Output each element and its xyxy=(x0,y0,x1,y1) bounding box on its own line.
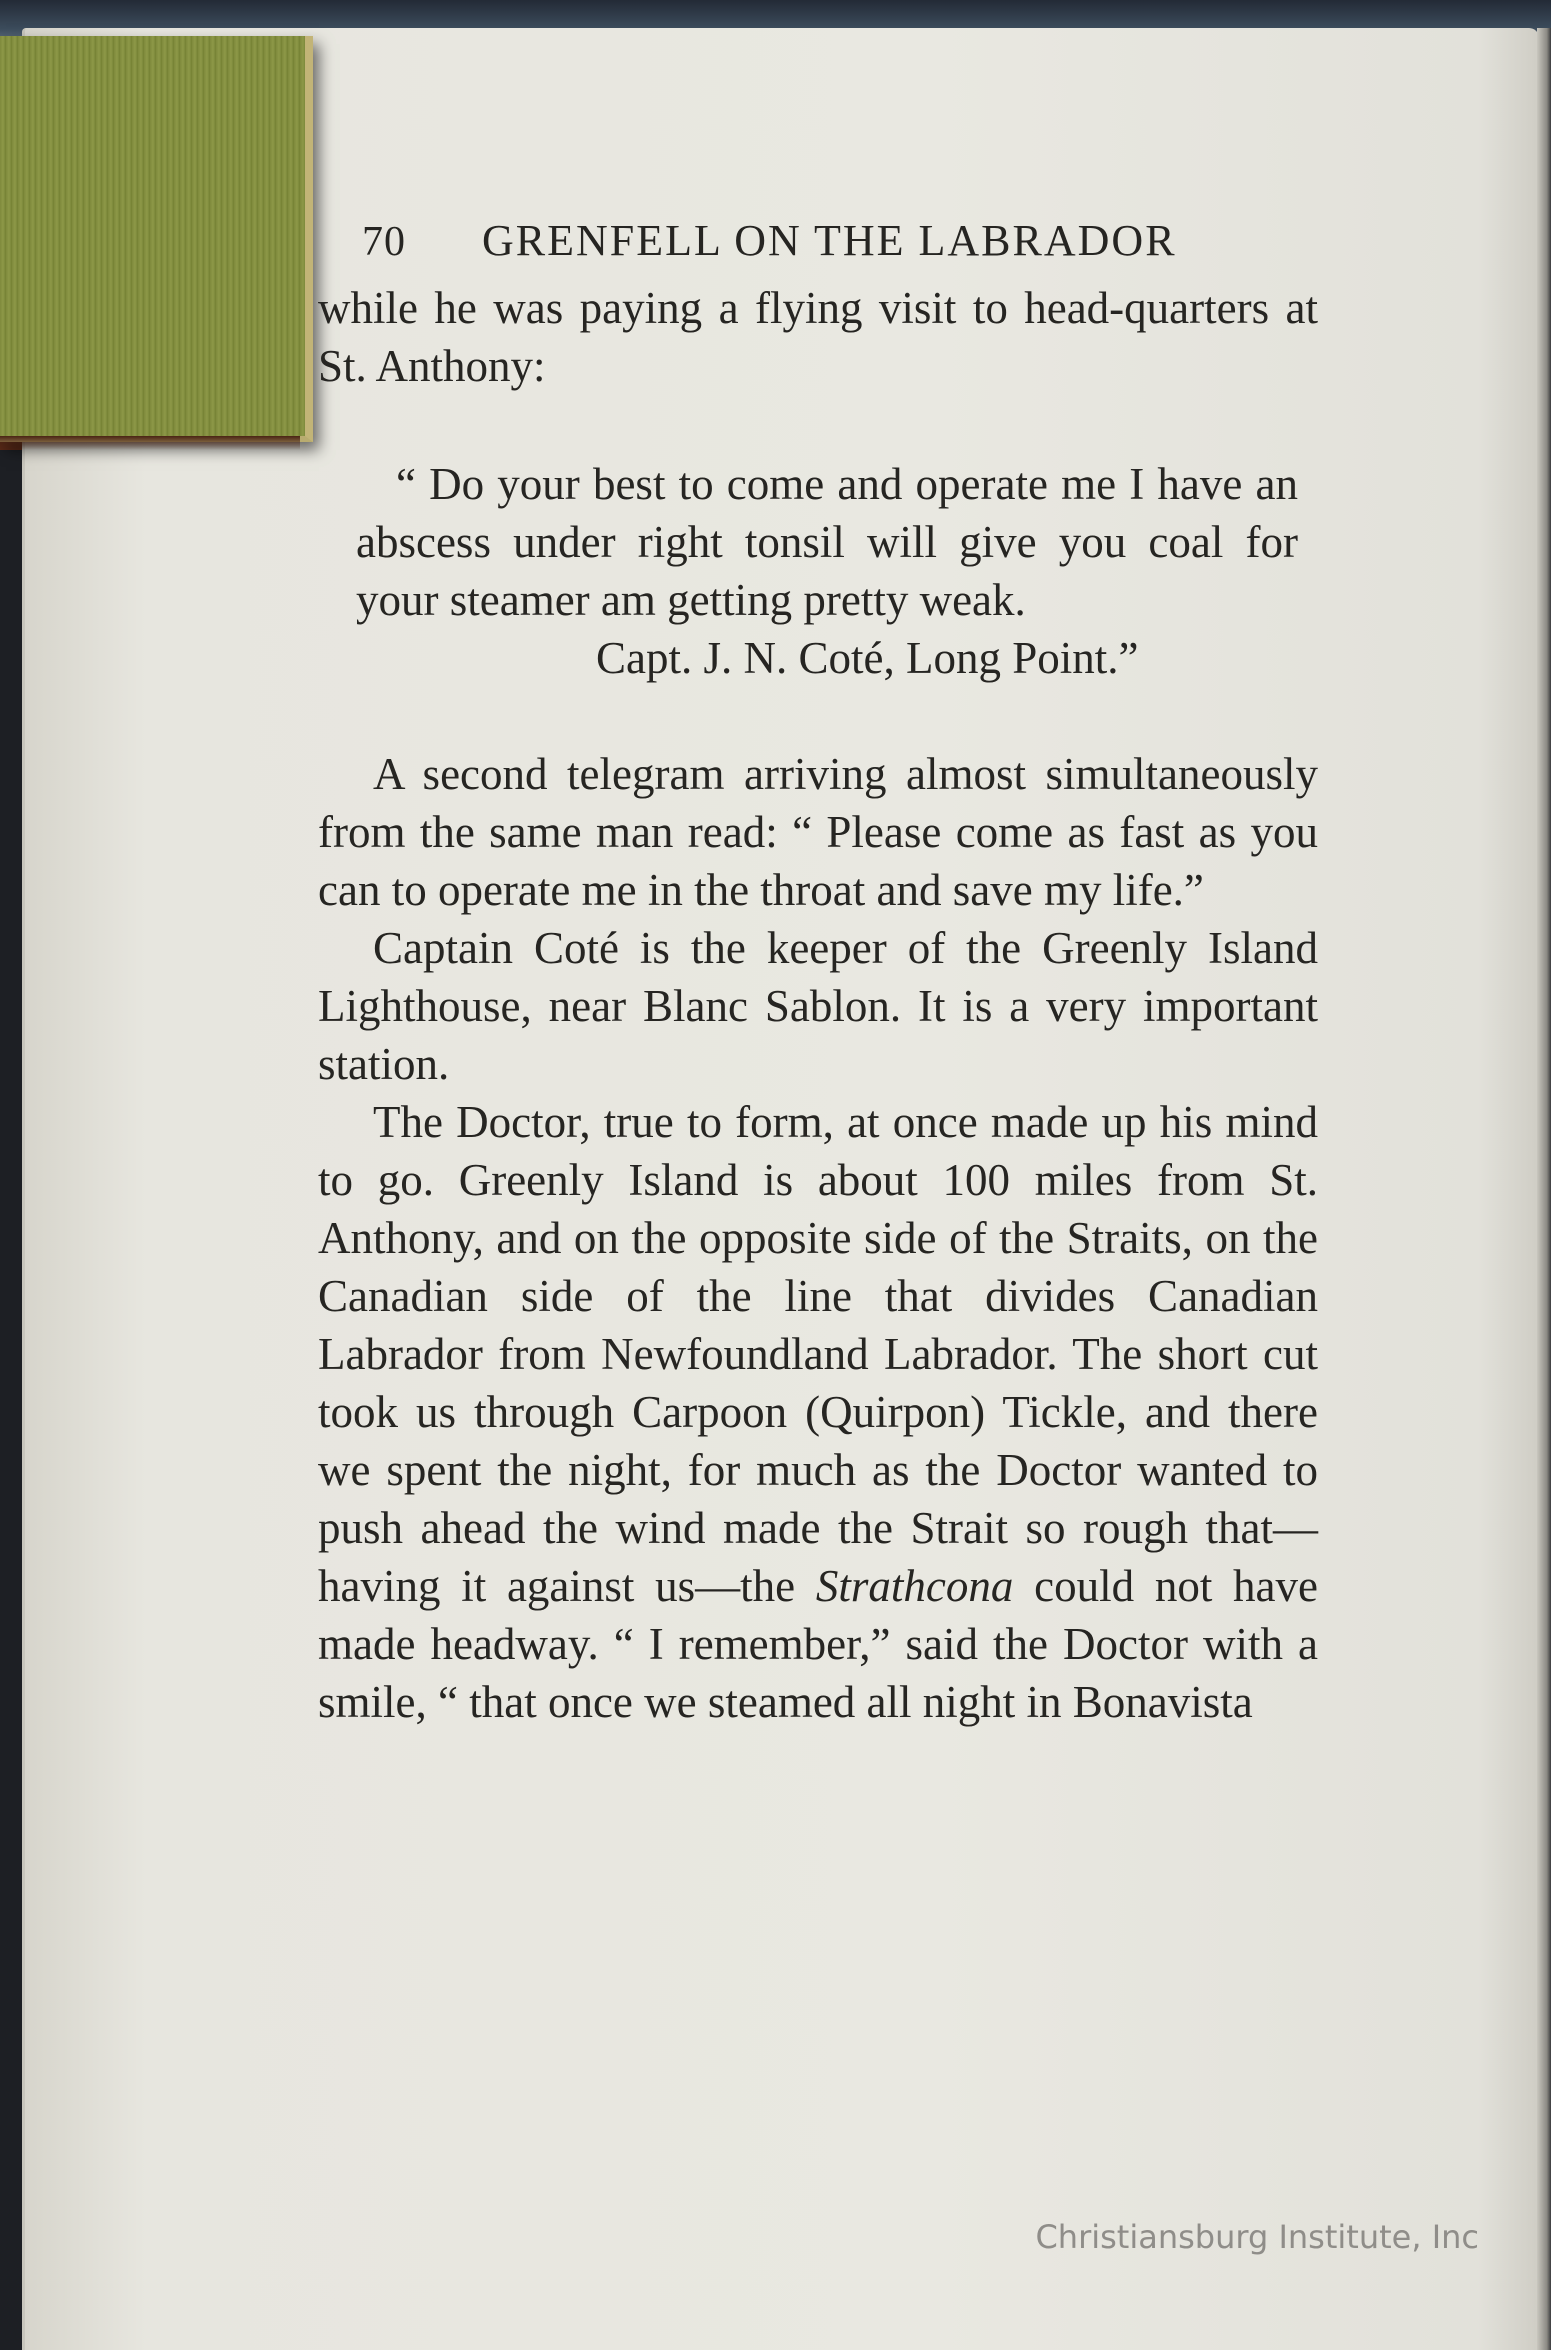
ship-name-italic: Strathcona xyxy=(815,1561,1014,1611)
page-edge-shadow xyxy=(1537,28,1551,2350)
paragraph-text-part-2: could not have made headway. “ I remember,” said the Doctor with a smile, “ that once we steamed all night in Bonavista xyxy=(318,1561,1318,1727)
page-number: 70 xyxy=(362,219,406,265)
watermark: Christiansburg Institute, Inc xyxy=(1035,2218,1479,2256)
ribbon-bookmark xyxy=(0,36,313,442)
telegram-quote xyxy=(318,455,1318,687)
paragraph-captain-cote: Captain Coté is the keeper of the Greenly Island Lighthouse, near Blanc Sablon. It is a very important station. xyxy=(318,923,1318,1089)
paragraph-text-part-1: The Doctor, true to form, at once made up his mind to go. Greenly Island is about 100 miles from St. Anthony, and on the opposite side of the Straits, on the Canadian side of the line that divides Canadian Labrador from Newfoundland Labrador. The short cut took us through Carpoon (Quirpon) Tickle, and there we spent the night, for much as the Doctor wanted to push ahead the wind made the Strait so rough that—having it against us—the xyxy=(318,1097,1318,1611)
telegram-text: “ Do your best to come and operate me I have an abscess under right tonsil will give you coal for your steamer am getting pretty weak. xyxy=(356,459,1298,625)
page-text xyxy=(318,212,1318,1731)
lead-paragraph: while he was paying a flying visit to head-quarters at St. Anthony: xyxy=(318,283,1318,391)
paragraph-second-telegram: A second telegram arriving almost simultaneously from the same man read: “ Please come as fast as you can to operate me in the throat and save my life.” xyxy=(318,749,1318,915)
running-head xyxy=(318,212,1318,271)
paragraph-doctor-journey xyxy=(318,1093,1318,1731)
telegram-signature: Capt. J. N. Coté, Long Point.” xyxy=(596,633,1139,683)
bookmark-shadow xyxy=(0,436,300,450)
running-title: GRENFELL ON THE LABRADOR xyxy=(482,216,1177,265)
